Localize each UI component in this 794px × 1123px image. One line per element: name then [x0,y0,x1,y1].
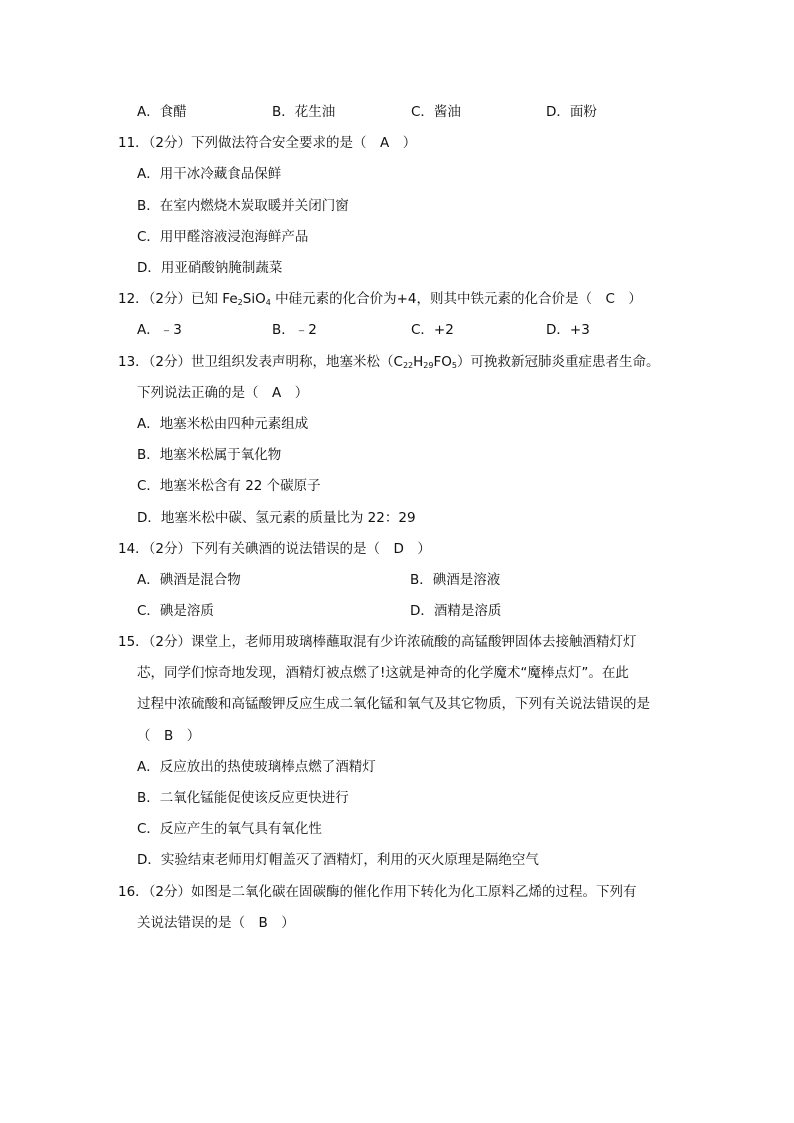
q14-option-d: D．酒精是溶质 [410,603,502,619]
q12-option-c: C．+2 [411,322,454,338]
q12-sub-1: 2 [237,298,243,307]
q14-option-c: C．碘是溶质 [137,603,214,619]
q11-option-d: D．用亚硝酸钠腌制蔬菜 [137,260,283,276]
q13-stem-post: ）可挽救新冠肺炎重症患者生命。 [456,354,660,370]
q12-option-b: B．﹣2 [272,322,317,338]
q12-option-a: A．﹣3 [137,322,182,338]
q12-stem-pre: 12．（2分）已知 Fe [118,291,238,307]
q12-stem [118,289,642,309]
q11-option-a: A．用干冰冷藏食品保鲜 [137,166,282,182]
q11-stem: 11．（2分）下列做法符合安全要求的是（ A ） [118,135,417,151]
q16-stem-line2: 关说法错误的是（ B ） [137,915,295,931]
q12-stem-mid: SiO [242,291,266,307]
q15-option-d: D．实验结束老师用灯帽盖灭了酒精灯，利用的灭火原理是隔绝空气 [137,852,539,868]
q15-stem-line2: 芯，同学们惊奇地发现，酒精灯被点燃了!这就是神奇的化学魔术“魔棒点灯”。在此 [137,665,629,681]
q12-stem-post: 中硅元素的化合价为+4，则其中铁元素的化合价是（ C ） [270,291,642,307]
q13-sub-2: 29 [423,361,434,370]
q15-stem-line3: 过程中浓硫酸和高锰酸钾反应生成二氧化锰和氧气及其它物质，下列有关说法错误的是 [137,696,650,712]
q12-option-d: D．+3 [546,322,590,338]
q13-stem [118,352,659,372]
q13-stem-fo: FO [433,354,452,370]
q10-option-a: A．食醋 [137,104,187,120]
q10-option-d: D．面粉 [546,104,597,120]
q13-option-d: D．地塞米松中碳、氢元素的质量比为 22：29 [137,510,416,526]
q14-option-b: B．碘酒是溶液 [410,572,501,588]
q12-sub-2: 4 [265,298,271,307]
q13-option-c: C．地塞米松含有 22 个碳原子 [137,478,321,494]
q13-stem-pre: 13．（2分）世卫组织发表声明称，地塞米松（C [118,354,403,370]
q13-option-a: A．地塞米松由四种元素组成 [137,416,309,432]
q11-option-c: C．用甲醛溶液浸泡海鲜产品 [137,229,309,245]
q15-option-a: A．反应放出的热使玻璃棒点燃了酒精灯 [137,759,376,775]
q15-option-c: C．反应产生的氧气具有氧化性 [137,821,322,837]
q13-sub-1: 22 [402,361,414,370]
q16-stem-line1: 16．（2分）如图是二氧化碳在固碳酶的催化作用下转化为化工原料乙烯的过程。下列有 [118,884,637,900]
q10-option-c: C．酱油 [411,104,461,120]
q15-option-b: B．二氧化锰能促使该反应更快进行 [137,790,349,806]
q13-sub-3: 5 [451,361,457,370]
q14-stem: 14．（2分）下列有关碘酒的说法错误的是（ D ） [118,541,431,557]
q14-option-a: A．碘酒是混合物 [137,572,241,588]
q13-option-b: B．地塞米松属于氧化物 [137,447,282,463]
q13-stem-h: H [413,354,424,370]
q15-stem-line1: 15．（2分）课堂上，老师用玻璃棒蘸取混有少许浓硫酸的高锰酸钾固体去接触酒精灯灯 [118,634,637,650]
q10-option-b: B．花生油 [272,104,336,120]
q13-stem-line2: 下列说法正确的是（ A ） [137,385,309,401]
q11-option-b: B．在室内燃烧木炭取暖并关闭门窗 [137,198,349,214]
q15-stem-line4: （ B ） [137,728,201,744]
